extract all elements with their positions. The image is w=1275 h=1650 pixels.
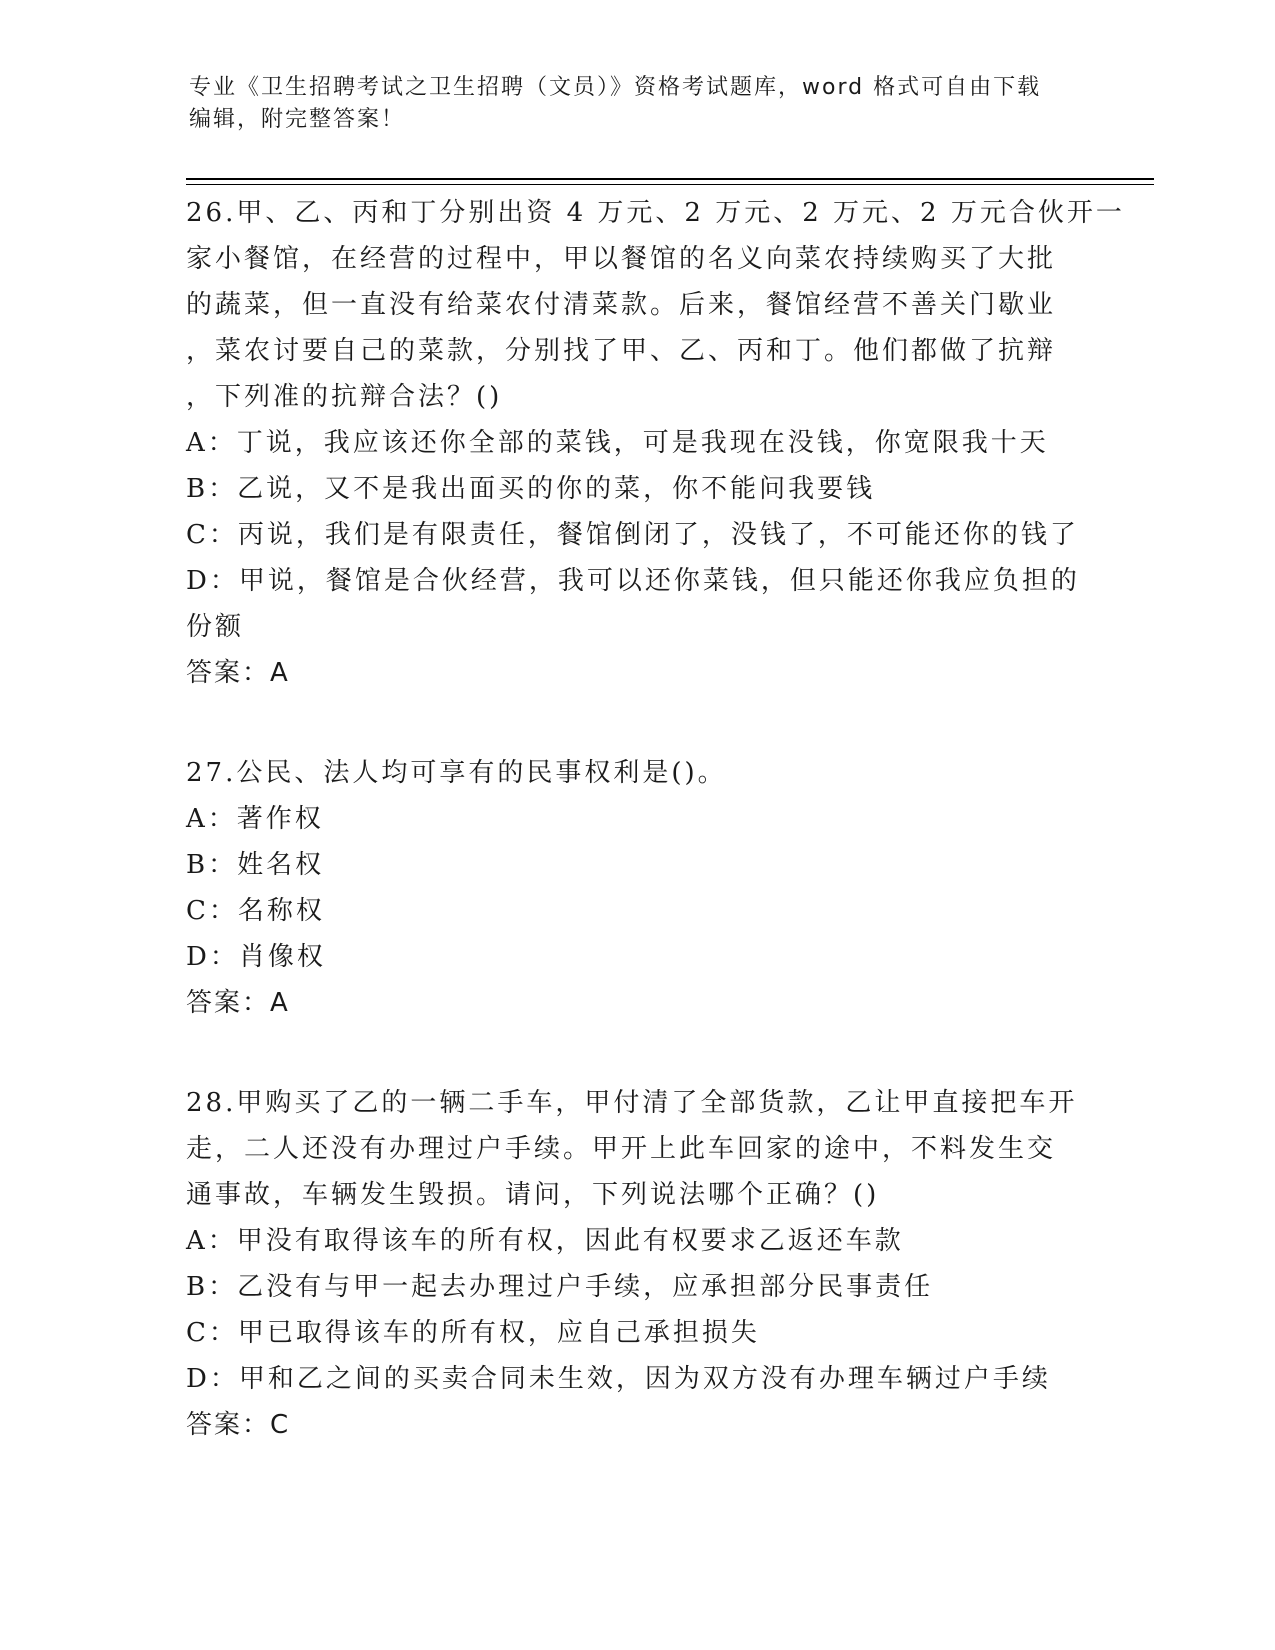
question-stem-line: ，菜农讨要自己的菜款，分别找了甲、乙、丙和丁。他们都做了抗辩: [186, 336, 1057, 366]
answer-line: 答案：A: [186, 988, 290, 1018]
question-27: [186, 750, 1086, 1026]
option-b: B：乙说，又不是我出面买的你的菜，你不能问我要钱: [186, 474, 876, 504]
question-list: [186, 190, 1125, 1448]
option-a: A：丁说，我应该还你全部的菜钱，可是我现在没钱，你宽限我十天: [186, 428, 1049, 458]
question-stem-line: 通事故，车辆发生毁损。请问，下列说法哪个正确？(): [186, 1180, 880, 1210]
question-stem-line: 27.公民、法人均可享有的民事权利是()。: [186, 758, 727, 788]
question-stem-line: ，下列准的抗辩合法？(): [186, 382, 503, 412]
option-d-continued: 份额: [186, 612, 245, 642]
header-line-1: 专业《卫生招聘考试之卫生招聘（文员）》资格考试题库，word 格式可自由下载: [189, 75, 1042, 100]
question-spacer: [186, 696, 1086, 750]
document-header: [189, 72, 1089, 136]
option-b: B：姓名权: [186, 850, 325, 880]
option-c: C：名称权: [186, 896, 325, 926]
header-line-2: 编辑，附完整答案！: [189, 107, 406, 132]
answer-line: 答案：C: [186, 1410, 291, 1440]
header-rule-thin: [186, 184, 1154, 185]
question-stem-line: 的蔬菜，但一直没有给菜农付清菜款。后来，餐馆经营不善关门歇业: [186, 290, 1057, 320]
question-stem-line: 走，二人还没有办理过户手续。甲开上此车回家的途中，不料发生交: [186, 1134, 1057, 1164]
question-26: [186, 190, 1125, 696]
option-a: A：甲没有取得该车的所有权，因此有权要求乙返还车款: [186, 1226, 904, 1256]
question-stem-line: 家小餐馆，在经营的过程中，甲以餐馆的名义向菜农持续购买了大批: [186, 244, 1057, 274]
question-stem-line: 28.甲购买了乙的一辆二手车，甲付清了全部货款，乙让甲直接把车开: [186, 1088, 1078, 1118]
answer-line: 答案：A: [186, 658, 290, 688]
option-d: D：甲和乙之间的买卖合同未生效，因为双方没有办理车辆过户手续: [186, 1364, 1051, 1394]
option-d: D：肖像权: [186, 942, 326, 972]
option-b: B：乙没有与甲一起去办理过户手续，应承担部分民事责任: [186, 1272, 934, 1302]
question-stem-line: 26.甲、乙、丙和丁分别出资 4 万元、2 万元、2 万元、2 万元合伙开一: [186, 198, 1125, 228]
question-spacer: [186, 1026, 1086, 1080]
option-a: A：著作权: [186, 804, 324, 834]
question-28: [186, 1080, 1086, 1448]
option-c: C：丙说，我们是有限责任，餐馆倒闭了，没钱了，不可能还你的钱了: [186, 520, 1079, 550]
option-d: D：甲说，餐馆是合伙经营，我可以还你菜钱，但只能还你我应负担的: [186, 566, 1080, 596]
header-rule-thick: [186, 178, 1154, 180]
option-c: C：甲已取得该车的所有权，应自己承担损失: [186, 1318, 760, 1348]
